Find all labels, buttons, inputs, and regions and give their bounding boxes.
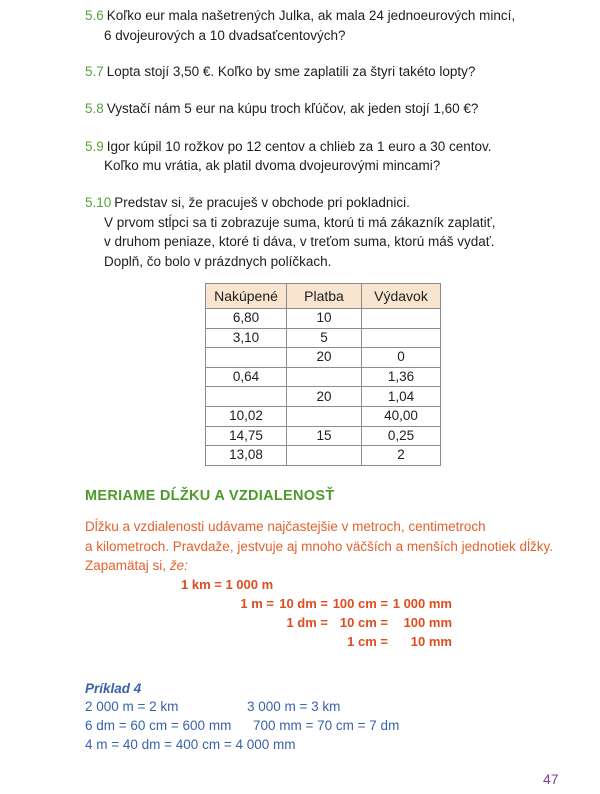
table-header-cell: Platba	[287, 284, 362, 309]
unit-rule-part	[234, 632, 274, 651]
table-cell: 1,04	[362, 387, 441, 407]
exercise-text: Predstav si, že pracuješ v obchode pri pokladnici.	[114, 195, 410, 210]
exercise-5-7	[85, 62, 475, 82]
remember-italic: že:	[169, 558, 188, 573]
table-cell: 2	[362, 446, 441, 466]
unit-rule-part: 1 cm =	[347, 633, 388, 649]
unit-rule-part: 100 cm =	[332, 595, 388, 611]
example-conversion: 4 m = 40 dm = 400 cm = 4 000 mm	[85, 737, 296, 752]
table-cell: 3,10	[206, 328, 287, 348]
table-cell: 5	[287, 328, 362, 348]
example-conversion: 700 mm = 70 cm = 7 dm	[253, 718, 400, 733]
table-cell	[362, 309, 441, 329]
table-row	[206, 348, 441, 368]
unit-rule-part	[274, 632, 328, 651]
table-cell	[287, 406, 362, 426]
table-row	[206, 426, 441, 446]
table-row	[206, 387, 441, 407]
table-cell: 15	[287, 426, 362, 446]
unit-rule-part: 1 dm =	[286, 614, 328, 630]
exercise-line	[85, 252, 495, 272]
unit-rule-part: 10 mm	[410, 633, 452, 649]
example-conversion: 6 dm = 60 cm = 600 mm	[85, 718, 232, 733]
unit-rules	[234, 594, 452, 651]
example-title: Príklad 4	[85, 681, 142, 696]
table-cell: 10	[287, 309, 362, 329]
table-row	[206, 328, 441, 348]
table-cell: 0	[362, 348, 441, 368]
exercise-5-10	[85, 193, 495, 271]
table-row	[206, 446, 441, 466]
example-conversion: 3 000 m = 3 km	[247, 699, 341, 714]
exercise-line	[85, 137, 492, 157]
exercise-text: Lopta stojí 3,50 €. Koľko by sme zaplatili za štyri takéto lopty?	[106, 64, 476, 79]
unit-rule-row	[234, 632, 452, 651]
remember-text: Zapamätaj si,	[85, 558, 167, 573]
table-row	[206, 367, 441, 387]
exercise-text: Igor kúpil 10 rožkov po 12 centov a chlieb za 1 euro a 30 centov.	[106, 138, 492, 154]
table-cell: 1,36	[362, 367, 441, 387]
table-cell	[206, 348, 287, 368]
exercise-5-9	[85, 137, 492, 176]
exercise-number: 5.6	[85, 8, 104, 23]
table-cell	[287, 446, 362, 466]
exercise-line	[85, 26, 515, 46]
exercise-number: 5.9	[85, 138, 104, 154]
table-cell: 20	[287, 387, 362, 407]
exercise-text: 6 dvojeurových a 10 dvadsaťcentových?	[104, 27, 346, 43]
table-cell	[287, 367, 362, 387]
section-intro	[85, 517, 553, 576]
unit-rule-part: 1 m =	[240, 595, 274, 611]
exercise-line	[85, 99, 478, 119]
exercise-text: Vystačí nám 5 eur na kúpu troch kľúčov, ak jeden stojí 1,60 €?	[106, 101, 479, 116]
unit-rule-part: 100 mm	[403, 614, 452, 630]
km-rule: 1 km = 1 000 m	[181, 576, 274, 592]
exercise-number: 5.8	[85, 101, 104, 116]
unit-rule-part	[234, 613, 274, 632]
exercise-5-8	[85, 99, 478, 119]
table-header-cell: Nakúpené	[206, 284, 287, 309]
table-cell: 40,00	[362, 406, 441, 426]
exercise-line	[85, 6, 515, 26]
table-header-row	[206, 284, 441, 309]
unit-rule-part: 1 000 mm	[392, 595, 452, 611]
table-cell: 0,64	[206, 367, 287, 387]
section-heading: MERIAME DĹŽKU A VZDIALENOSŤ	[85, 488, 335, 504]
table-cell: 14,75	[206, 426, 287, 446]
intro-line: Dĺžku a vzdialenosti udávame najčastejšie v metroch, centimetroch	[85, 519, 486, 534]
exercise-text: Koľko eur mala našetrených Julka, ak mala 24 jednoeurových mincí,	[106, 8, 516, 23]
exercise-line	[85, 156, 492, 176]
table-cell: 6,80	[206, 309, 287, 329]
exercise-line	[85, 213, 495, 233]
remember-line	[85, 556, 553, 576]
exercise-text: v druhom peniaze, ktoré ti dáva, v treťom suma, ktorú máš vydať.	[104, 234, 495, 249]
table-cell	[206, 387, 287, 407]
exercise-line	[85, 232, 495, 252]
exercise-text: Koľko mu vrátia, ak platil dvoma dvojeurovými mincami?	[104, 158, 441, 173]
exercise-line	[85, 62, 475, 82]
exercise-5-6	[85, 6, 515, 45]
unit-rule-part: 10 cm =	[339, 614, 388, 630]
table-cell: 0,25	[362, 426, 441, 446]
unit-rule-part: 10 dm =	[279, 595, 328, 611]
table-cell: 13,08	[206, 446, 287, 466]
table-cell: 10,02	[206, 406, 287, 426]
unit-rule-row	[234, 613, 452, 632]
example-conversion: 2 000 m = 2 km	[85, 699, 179, 714]
page-number: 47	[543, 771, 559, 787]
table-row	[206, 309, 441, 329]
exercise-line	[85, 193, 495, 213]
table-cell: 20	[287, 348, 362, 368]
table-row	[206, 406, 441, 426]
table-cell	[362, 328, 441, 348]
unit-rule-row	[234, 594, 452, 613]
cash-register-table	[205, 283, 441, 466]
exercise-number: 5.7	[85, 64, 104, 79]
table-header-cell: Výdavok	[362, 284, 441, 309]
exercise-text: Doplň, čo bolo v prázdnych políčkach.	[104, 253, 332, 269]
exercise-number: 5.10	[85, 195, 112, 210]
intro-line: a kilometroch. Pravdaže, jestvuje aj mnoho väčších a menších jednotiek dĺžky.	[85, 538, 553, 554]
exercise-text: V prvom stĺpci sa ti zobrazuje suma, ktorú ti má zákazník zaplatiť,	[104, 214, 496, 230]
